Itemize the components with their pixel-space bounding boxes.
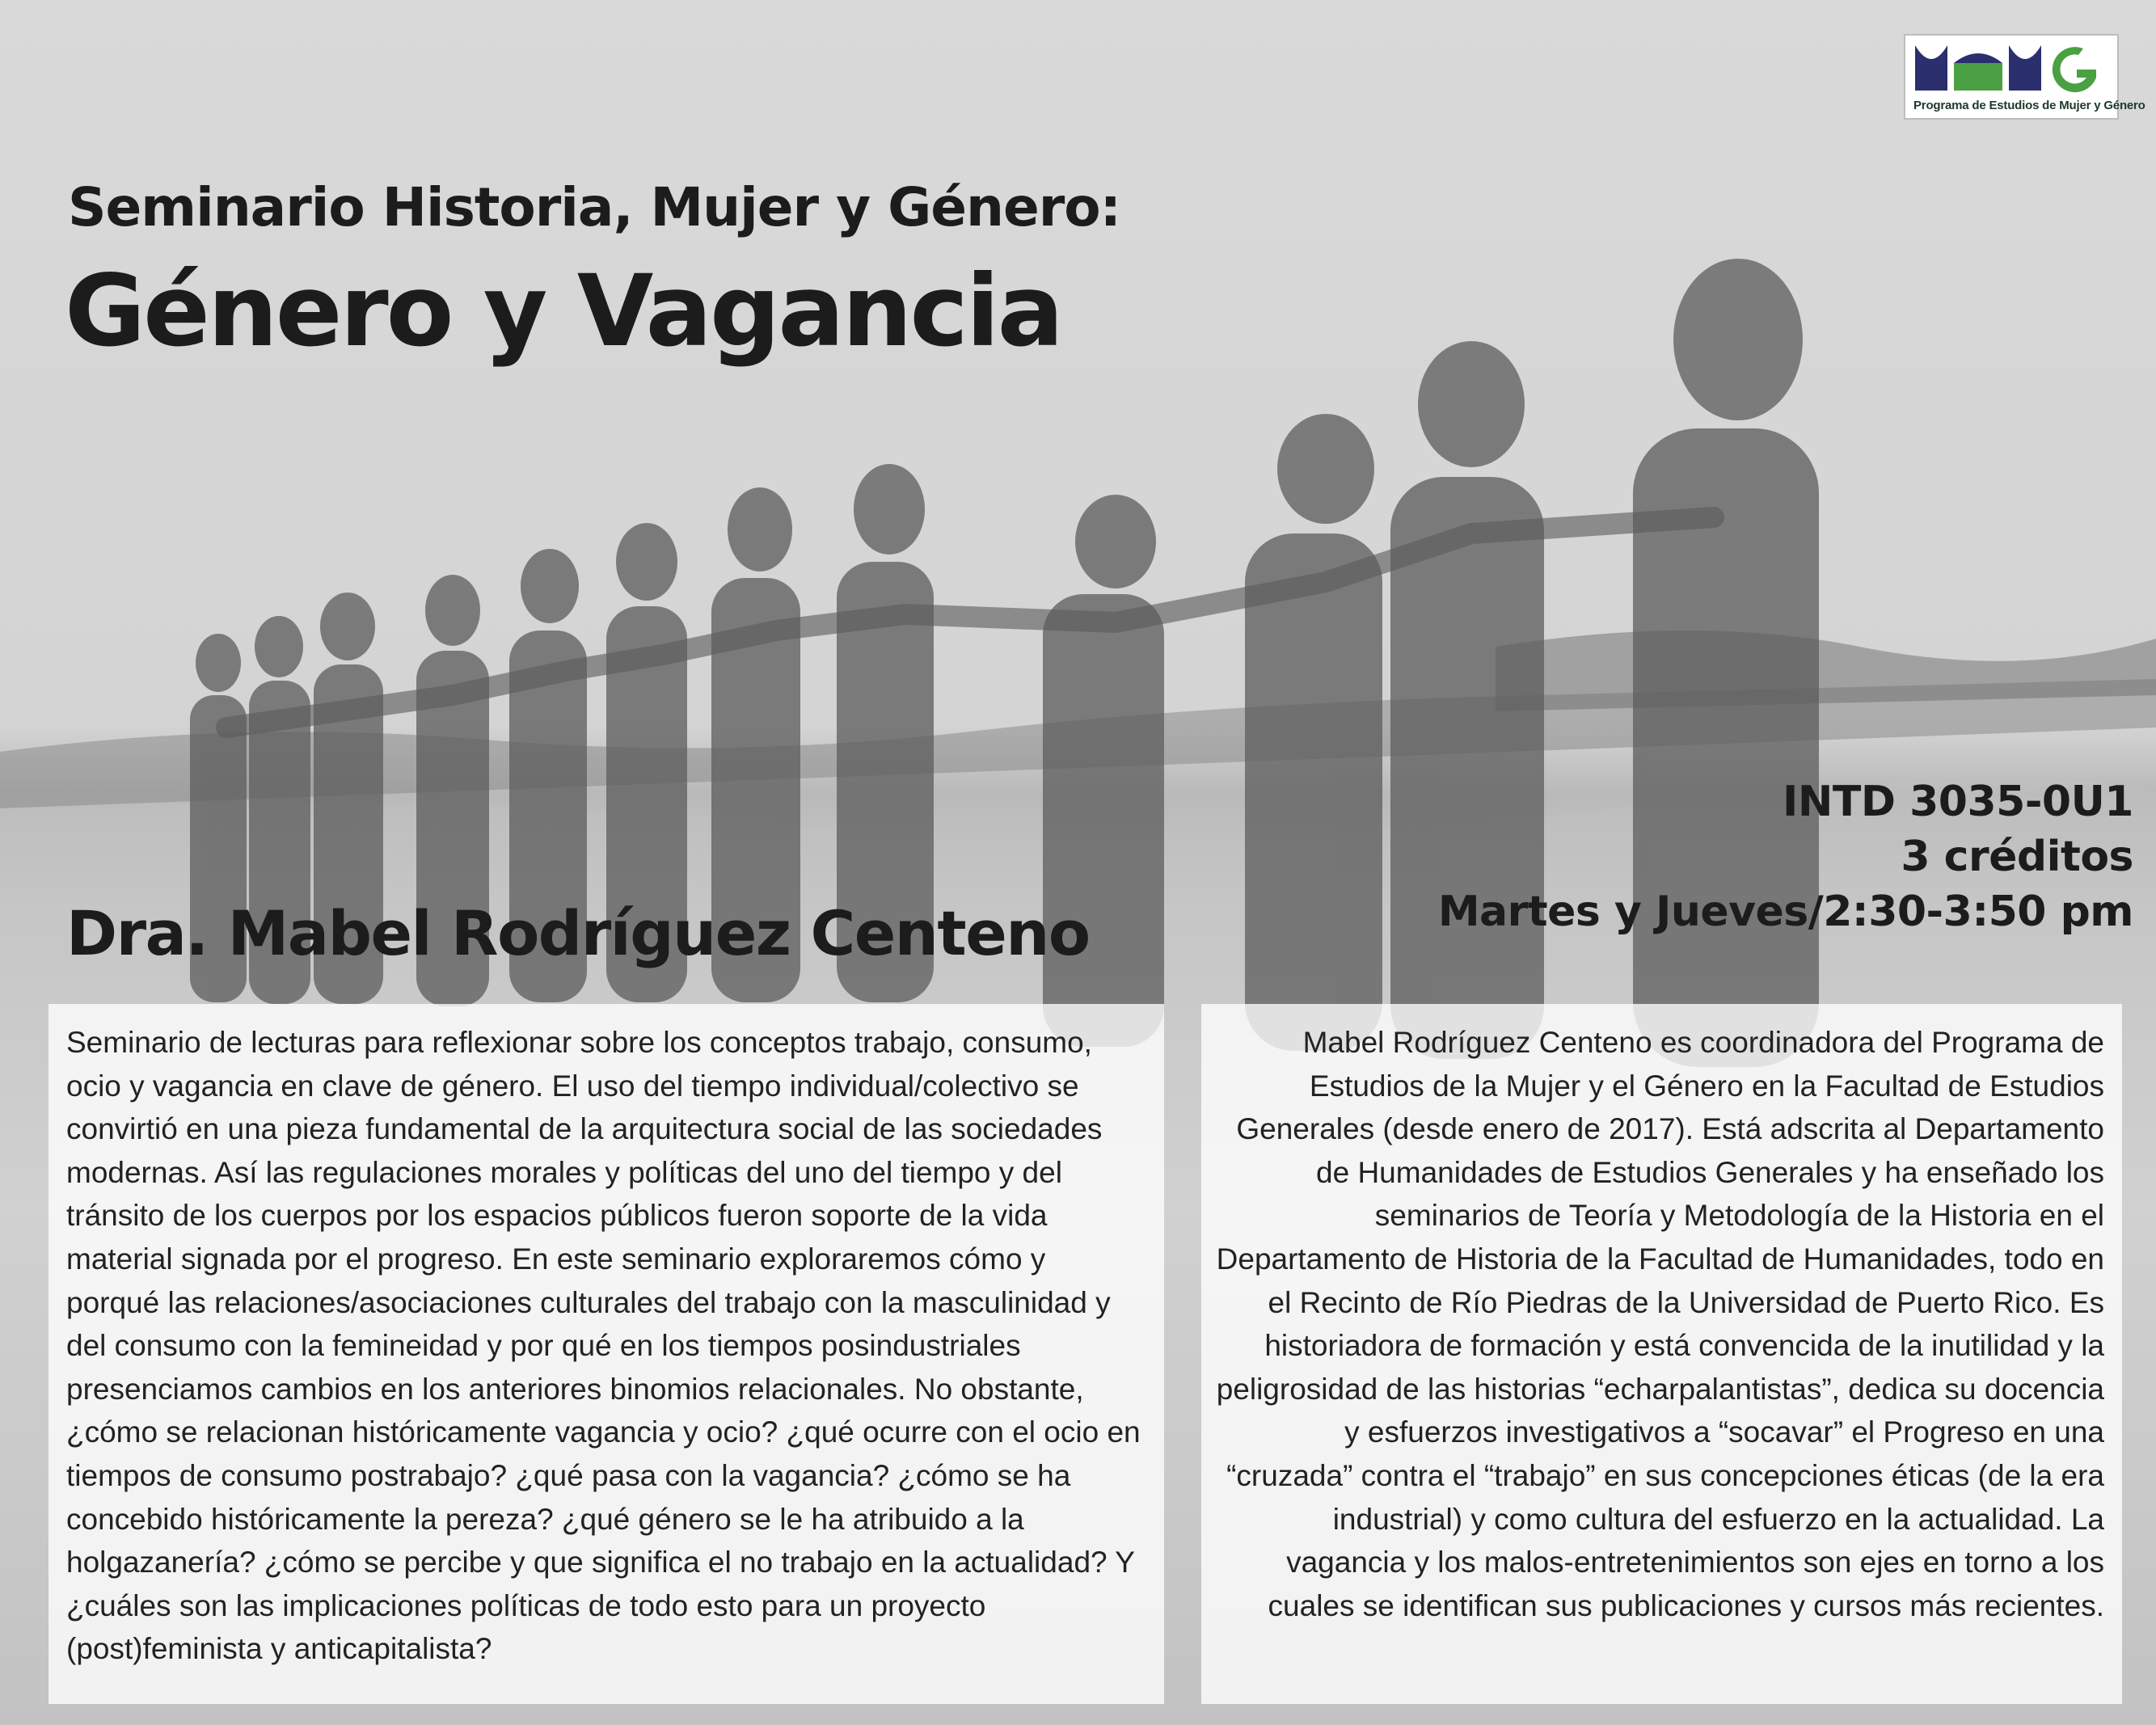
- pemg-logo: [1904, 34, 2145, 120]
- course-schedule: Martes y Jueves/2:30-3:50 pm: [1437, 888, 2133, 936]
- bio-panel: [1201, 1004, 2122, 1704]
- course-info: [1438, 774, 2133, 939]
- logo-caption: Programa de Estudios de Mujer y Género: [1913, 99, 2145, 112]
- seminar-title: Género y Vagancia: [65, 254, 1061, 369]
- description-panel: [49, 1004, 1164, 1704]
- course-credits: 3 créditos: [1901, 833, 2133, 881]
- course-code: INTD 3035-0U1: [1782, 778, 2133, 826]
- author-name: Dra. Mabel Rodríguez Centeno: [66, 897, 1090, 969]
- author-bio: Mabel Rodríguez Centeno es coordinadora del Programa de Estudios de la Mujer y el Género en la Facultad de Estudios Generales (desde enero de 2017). Está adscrita al Departamento de Humanidades de Estudios Generales y ha enseñado los seminarios de Teoría y Metodología de la Historia en el Departamento de Historia de la Facultad de Humanidades, todo en el Recinto de Río Piedras de la Universidad de Puerto Rico. Es historiadora de formación y está convencida de la inutilidad y la peligrosidad de las historias “echarpalantistas”, dedica su docencia y esfuerzos investigativos a “socavar” el Progreso en una “cruzada” contra el “trabajo” en sus concepciones éticas (de la era industrial) y como cultura del esfuerzo en la actualidad. La vagancia y los malos-entretenimientos son ejes en torno a los cuales se identifican sus publicaciones y cursos más recientes.: [1216, 1026, 2104, 1622]
- seminar-description: Seminario de lecturas para reflexionar sobre los conceptos trabajo, consumo, ocio y vagancia en clave de género. El uso del tiempo individual/colectivo se convirtió en una pieza fundamental de la arquitectura social de las sociedades modernas. Así las regulaciones morales y políticas del uno del tiempo y del tránsito de los cuerpos por los espacios públicos fueron soporte de la vida material signada por el progreso. En este seminario exploraremos cómo y porqué las relaciones/asociaciones culturales del trabajo con la masculinidad y del consumo con la femineidad y por qué en los tiempos posindustriales presenciamos cambios en los anteriores binomios relacionales. No obstante, ¿cómo se relacionan históricamente vagancia y ocio? ¿qué ocurre con el ocio en tiempos de consumo postrabajo? ¿qué pasa con la vagancia? ¿cómo se ha concebido históricamente la pereza? ¿qué género se le ha atribuido a la holgazanería? ¿cómo se percibe y que significa el no trabajo en la actualidad? Y ¿cuáles son las implicaciones políticas de todo esto para un proyecto (post)feminista y anticapitalista?: [66, 1026, 1141, 1666]
- seminar-subtitle: Seminario Historia, Mujer y Género:: [68, 176, 1121, 238]
- pemg-logo-mark: [1912, 40, 2114, 97]
